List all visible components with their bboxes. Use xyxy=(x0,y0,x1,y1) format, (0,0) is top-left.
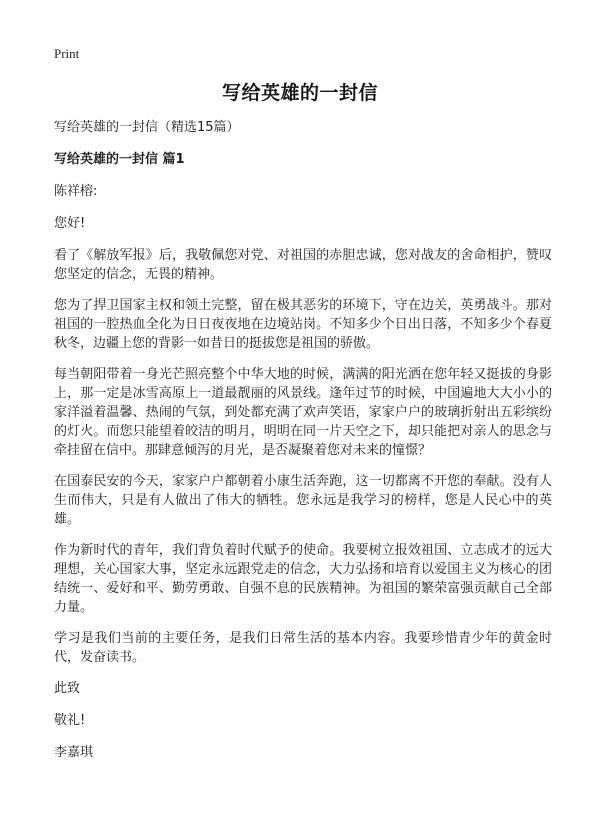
paragraph: 看了《解放军报》后，我敬佩您对党、对祖国的赤胆忠诚，您对战友的舍命相护，赞叹您坚定的信念，无畏的精神。 xyxy=(54,248,552,282)
document-subtitle: 写给英雄的一封信（精选15篇） xyxy=(54,120,240,135)
paragraph: 每当朝阳带着一身光芒照亮整个中华大地的时候，满满的阳光洒在您年轻又挺拔的身影上，那一定是冰雪高原上一道最靓丽的风景线。逢年过节的时候，中国遍地大大小小的家洋溢着温馨、热闹的气氛，到处都充满了欢声笑语，家家户户的玻璃折射出五彩缤纷的灯火。而您只能望着皎洁的明月，明明在同一片天空之下，却只能把对亲人的思念与牵挂留在信中。那肆意倾泻的月光，是否凝聚着您对未来的憧憬？ xyxy=(54,367,552,458)
paragraph: 您为了捍卫国家主权和领土完整，留在极其恶劣的环境下，守在边关，英勇战斗。那对祖国的一腔热血全化为日日夜夜地在边境站岗。不知多少个日出日落，不知多少个春夏秋冬，边疆上您的背影一如昔日的挺拔您是祖国的骄傲。 xyxy=(54,298,552,351)
page-title: 写给英雄的一封信 xyxy=(221,82,378,104)
document-body xyxy=(54,118,552,775)
signature: 李嘉琪 xyxy=(54,745,94,760)
paragraph: 在国泰民安的今天，家家户户都朝着小康生活奔跑，这一切都离不开您的奉献。没有人生而伟大，只是有人做出了伟大的牺牲。您永远是我学习的榜样，您是人民心中的英雄。 xyxy=(54,474,552,527)
closing-salute: 敬礼! xyxy=(54,713,86,728)
salutation: 陈祥榕: xyxy=(54,184,98,199)
print-link[interactable]: Print xyxy=(54,46,80,61)
closing-line: 此致 xyxy=(54,681,81,696)
paragraph: 学习是我们当前的主要任务，是我们日常生活的基本内容。我要珍惜青少年的黄金时代，发奋读书。 xyxy=(54,631,552,665)
greeting: 您好! xyxy=(54,216,86,231)
paragraph: 作为新时代的青年，我们背负着时代赋予的使命。我要树立报效祖国、立志成才的远大理想，关心国家大事，坚定永远跟党走的信念，大力弘扬和培育以爱国主义为核心的团结统一、爱好和平、勤劳勇敢、自强不息的民族精神。为祖国的繁荣富强贡献自己全部力量。 xyxy=(54,543,552,615)
section-heading: 写给英雄的一封信 篇1 xyxy=(54,152,185,167)
